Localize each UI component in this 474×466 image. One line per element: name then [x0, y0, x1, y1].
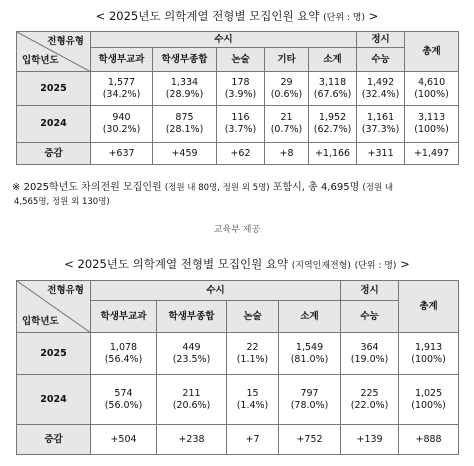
row-diff-label: 증감	[17, 143, 91, 165]
table2-col-header: 수능	[341, 301, 399, 333]
table-cell: 364 (19.0%)	[341, 333, 399, 375]
table1-title: < 2025년도 의학계열 전형별 모집인원 요약 (단위 : 명) >	[95, 9, 379, 23]
table-cell: 1,913 (100%)	[399, 333, 459, 375]
table1-group-jeongsi: 정시	[357, 32, 405, 48]
table-cell: +62	[217, 143, 265, 165]
table2-title: < 2025년도 의학계열 전형별 모집인원 요약 (지역인재전형) (단위 : 명) >	[64, 257, 410, 271]
table-row	[17, 375, 459, 425]
table-cell: +504	[91, 425, 157, 455]
row-year: 2024	[17, 106, 91, 143]
table2-col-header: 학생부종합	[157, 301, 227, 333]
table-row	[17, 106, 459, 143]
table2-group-jeongsi: 정시	[341, 281, 399, 301]
table-cell: 797 (78.0%)	[279, 375, 341, 425]
table-cell: 3,118 (67.6%)	[309, 72, 357, 106]
table-cell: 875 (28.1%)	[153, 106, 217, 143]
table-cell: 21 (0.7%)	[265, 106, 309, 143]
table-cell: +752	[279, 425, 341, 455]
source-caption: 교육부 제공	[213, 225, 261, 235]
table-cell: 1,161 (37.3%)	[357, 106, 405, 143]
table-cell: +238	[157, 425, 227, 455]
table-cell: +139	[341, 425, 399, 455]
table-cell: 1,492 (32.4%)	[357, 72, 405, 106]
table-cell: +1,497	[405, 143, 459, 165]
table-cell: 22 (1.1%)	[227, 333, 279, 375]
table-cell: 574 (56.0%)	[91, 375, 157, 425]
table1-col-header: 기타	[265, 48, 309, 72]
table1-total-header: 총계	[405, 32, 459, 72]
table-cell: +637	[91, 143, 153, 165]
table-cell: +7	[227, 425, 279, 455]
row-year: 2024	[17, 375, 91, 425]
table1-col-header: 소계	[309, 48, 357, 72]
table1-group-susi: 수시	[91, 32, 357, 48]
table-cell: 4,610 (100%)	[405, 72, 459, 106]
table1-diagonal-header: 전형유형 입학년도	[17, 32, 91, 72]
table-cell: +888	[399, 425, 459, 455]
table-cell: 3,113 (100%)	[405, 106, 459, 143]
table1-col-header: 수능	[357, 48, 405, 72]
table-cell: 1,078 (56.4%)	[91, 333, 157, 375]
table-cell: 1,577 (34.2%)	[91, 72, 153, 106]
table-row	[17, 72, 459, 106]
row-year: 2025	[17, 333, 91, 375]
table-cell: 178 (3.9%)	[217, 72, 265, 106]
row-year: 2025	[17, 72, 91, 106]
table1-col-header: 논술	[217, 48, 265, 72]
table-cell: 1,549 (81.0%)	[279, 333, 341, 375]
table2-col-header: 논술	[227, 301, 279, 333]
table-cell: 449 (23.5%)	[157, 333, 227, 375]
table1-col-header: 학생부교과	[91, 48, 153, 72]
table-row-diff	[17, 425, 459, 455]
table-cell: +311	[357, 143, 405, 165]
table-cell: +1,166	[309, 143, 357, 165]
table-row-diff	[17, 143, 459, 165]
table-cell: 116 (3.7%)	[217, 106, 265, 143]
table-cell: 29 (0.6%)	[265, 72, 309, 106]
table2-diagonal-header: 전형유형 입학년도	[17, 281, 91, 333]
table-cell: 940 (30.2%)	[91, 106, 153, 143]
table-cell: 1,952 (62.7%)	[309, 106, 357, 143]
table-cell: 15 (1.4%)	[227, 375, 279, 425]
table2	[16, 280, 459, 455]
table-cell: 1,025 (100%)	[399, 375, 459, 425]
footnote: ※ 2025학년도 차의전원 모집인원 (정원 내 80명, 정원 외 5명) 포함시, 총 4,695명 (정원 내 4,565명, 정원 외 130명)	[12, 182, 394, 207]
table-cell: +8	[265, 143, 309, 165]
row-diff-label: 증감	[17, 425, 91, 455]
table2-total-header: 총계	[399, 281, 459, 333]
table-cell: 225 (22.0%)	[341, 375, 399, 425]
table2-col-header: 소계	[279, 301, 341, 333]
table1-col-header: 학생부종합	[153, 48, 217, 72]
table-row	[17, 333, 459, 375]
table-cell: 1,334 (28.9%)	[153, 72, 217, 106]
table-cell: 211 (20.6%)	[157, 375, 227, 425]
table-cell: +459	[153, 143, 217, 165]
table2-group-susi: 수시	[91, 281, 341, 301]
table2-col-header: 학생부교과	[91, 301, 157, 333]
table1	[16, 31, 459, 165]
